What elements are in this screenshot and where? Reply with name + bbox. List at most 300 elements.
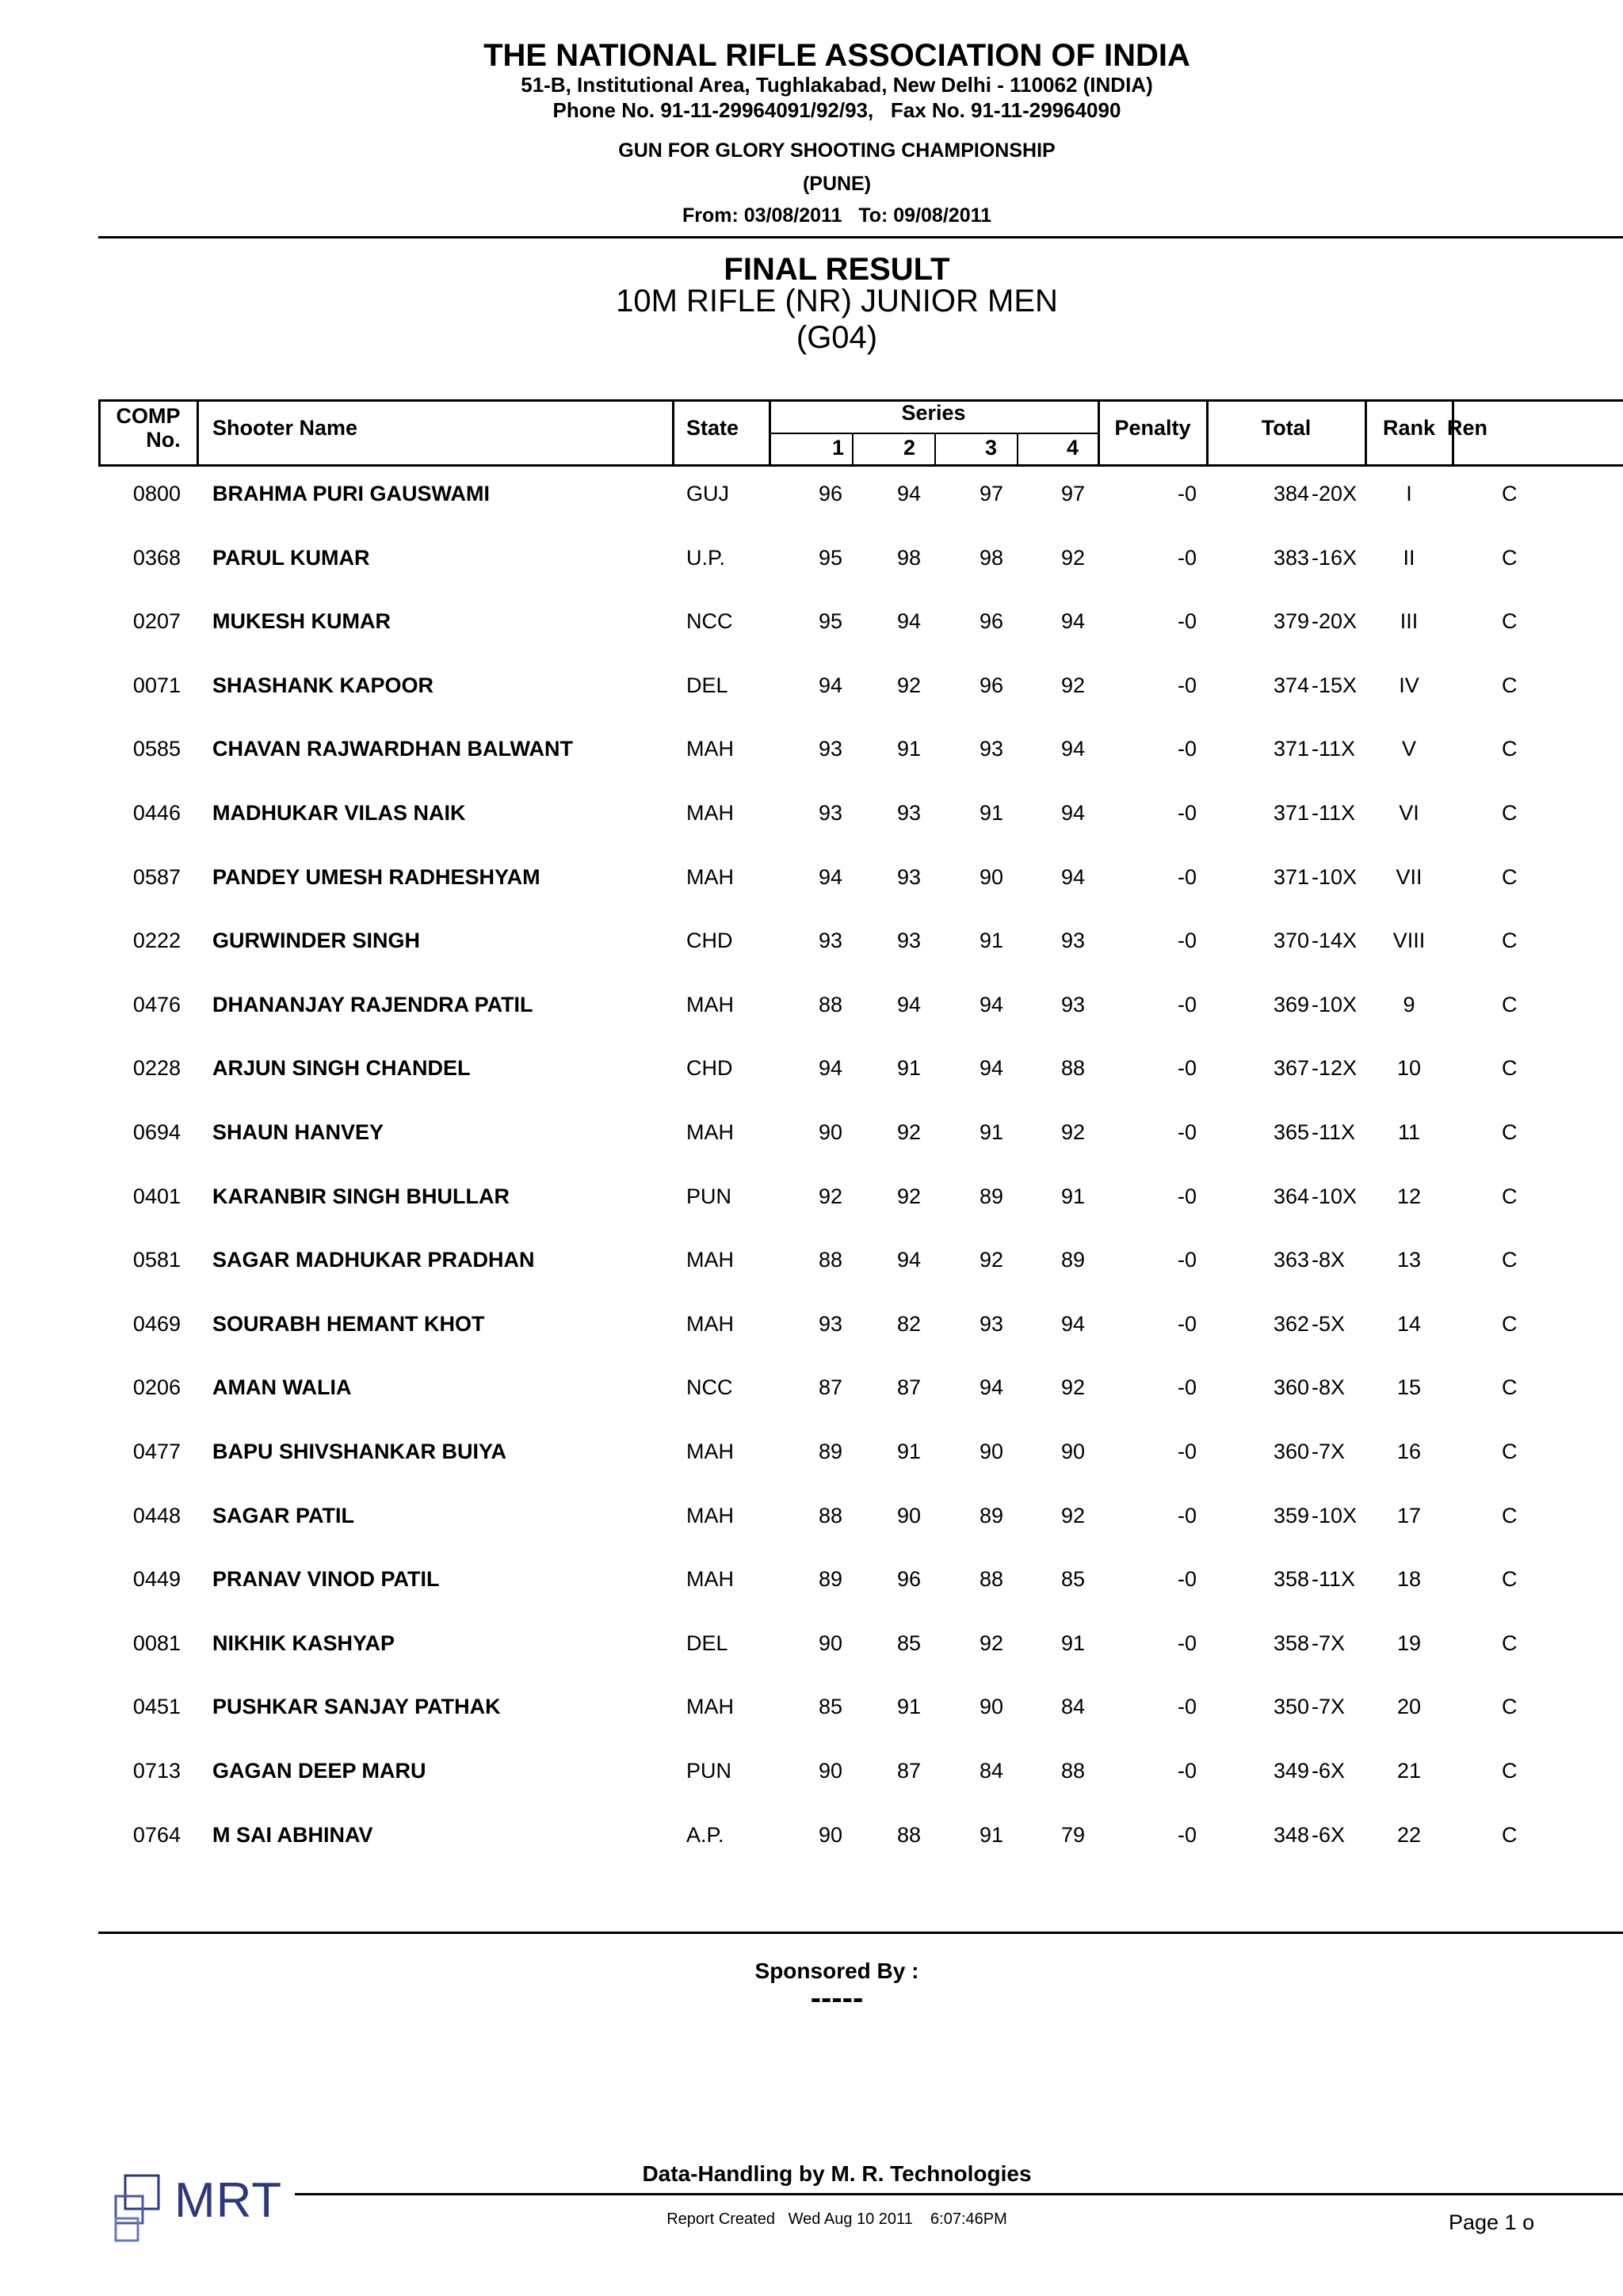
inner-tens: -10X xyxy=(1312,992,1358,1016)
org-address: 51-B, Institutional Area, Tughlakabad, New Delhi - 110062 (INDIA) xyxy=(521,73,1153,97)
comp-no: 0451 xyxy=(132,1695,181,1719)
series-divider xyxy=(934,433,936,466)
page-number: Page 1 o xyxy=(1449,2210,1535,2234)
rank: IV xyxy=(1399,673,1419,697)
total-score: 369 xyxy=(1273,992,1309,1016)
inner-tens: -6X xyxy=(1312,1822,1346,1847)
series-2-score: 93 xyxy=(896,929,922,953)
series-2-score: 87 xyxy=(896,1375,922,1400)
series-2-score: 82 xyxy=(896,1311,922,1336)
series-1-score: 89 xyxy=(818,1440,843,1463)
comp-no: 0222 xyxy=(132,929,181,953)
shooter-name: ARJUN SINGH CHANDEL xyxy=(212,1056,471,1081)
series-1-score: 93 xyxy=(818,801,843,825)
remark: C xyxy=(1502,1630,1518,1655)
series-4-score: 94 xyxy=(1060,801,1086,825)
state: MAH xyxy=(686,1311,734,1336)
rank: II xyxy=(1403,545,1415,570)
rank: 14 xyxy=(1396,1311,1422,1336)
col-divider xyxy=(672,399,674,466)
state: MAH xyxy=(686,1695,734,1719)
series-2-score: 92 xyxy=(896,1184,922,1208)
shooter-name: CHAVAN RAJWARDHAN BALWANT xyxy=(212,737,573,761)
state: MAH xyxy=(686,1248,734,1272)
series-3-score: 93 xyxy=(979,737,1004,761)
series-1-score: 88 xyxy=(818,1503,843,1527)
state: DEL xyxy=(686,673,728,697)
total-score: 367 xyxy=(1273,1056,1309,1081)
shooter-name: M SAI ABHINAV xyxy=(212,1822,373,1847)
inner-tens: -11X xyxy=(1312,801,1356,825)
state: NCC xyxy=(686,609,733,634)
shooter-name: GURWINDER SINGH xyxy=(212,929,421,953)
comp-no: 0764 xyxy=(132,1822,181,1847)
header-remarks: Ren xyxy=(1447,416,1488,440)
total-score: 365 xyxy=(1273,1120,1309,1144)
comp-no: 0587 xyxy=(132,864,181,889)
total-score: 364 xyxy=(1273,1184,1309,1208)
total-score: 358 xyxy=(1273,1630,1309,1655)
total-score: 348 xyxy=(1273,1822,1309,1847)
comp-no: 0800 xyxy=(132,482,181,505)
remark: C xyxy=(1502,545,1518,570)
series-3-score: 97 xyxy=(979,482,1004,505)
penalty: -0 xyxy=(1177,609,1197,634)
inner-tens: -7X xyxy=(1312,1630,1346,1655)
comp-no: 0401 xyxy=(132,1184,181,1208)
remark: C xyxy=(1502,864,1518,889)
series-1-score: 93 xyxy=(818,1311,843,1336)
series-2-score: 93 xyxy=(896,864,922,889)
header-divider xyxy=(98,236,1623,238)
remark: C xyxy=(1502,609,1518,634)
series-3-score: 94 xyxy=(979,1375,1004,1400)
remark: C xyxy=(1502,1822,1518,1847)
series-3-score: 90 xyxy=(979,1440,1004,1463)
series-4-score: 94 xyxy=(1060,1311,1086,1336)
comp-no: 0694 xyxy=(132,1120,181,1144)
penalty: -0 xyxy=(1177,1695,1197,1719)
comp-no: 0206 xyxy=(132,1375,181,1400)
series-3-score: 92 xyxy=(979,1630,1004,1655)
remark: C xyxy=(1502,1120,1518,1144)
shooter-name: AMAN WALIA xyxy=(212,1375,352,1400)
event-code: (G04) xyxy=(796,320,878,355)
total-score: 360 xyxy=(1273,1440,1309,1463)
penalty: -0 xyxy=(1177,673,1197,697)
state: CHD xyxy=(686,929,733,953)
table-header-bottom-border xyxy=(98,464,1623,467)
series-3-score: 96 xyxy=(979,673,1004,697)
series-3-score: 91 xyxy=(979,1120,1004,1144)
penalty: -0 xyxy=(1177,1248,1197,1272)
event-name: 10M RIFLE (NR) JUNIOR MEN xyxy=(616,284,1058,318)
state: PUN xyxy=(686,1184,732,1208)
shooter-name: NIKHIK KASHYAP xyxy=(212,1630,395,1655)
penalty: -0 xyxy=(1177,482,1197,505)
report-created: Report Created Wed Aug 10 2011 6:07:46PM xyxy=(666,2210,1007,2228)
shooter-name: BRAHMA PURI GAUSWAMI xyxy=(212,482,490,505)
inner-tens: -11X xyxy=(1312,737,1356,761)
series-3-score: 90 xyxy=(979,1695,1004,1719)
series-2-score: 98 xyxy=(896,545,922,570)
series-4-score: 93 xyxy=(1060,992,1086,1016)
series-3-score: 98 xyxy=(979,545,1004,570)
shooter-name: PUSHKAR SANJAY PATHAK xyxy=(212,1695,501,1719)
state: A.P. xyxy=(686,1822,724,1847)
inner-tens: -20X xyxy=(1312,609,1358,634)
series-1-score: 95 xyxy=(818,609,843,634)
inner-tens: -8X xyxy=(1312,1248,1346,1272)
header-rank: Rank xyxy=(1382,416,1436,440)
shooter-name: SHAUN HANVEY xyxy=(212,1120,384,1144)
inner-tens: -20X xyxy=(1312,482,1358,505)
state: MAH xyxy=(686,1503,734,1527)
shooter-name: KARANBIR SINGH BHULLAR xyxy=(212,1184,510,1208)
mrt-logo-text: MRT xyxy=(174,2173,283,2228)
state: MAH xyxy=(686,992,734,1016)
remark: C xyxy=(1502,1440,1518,1463)
series-1-score: 94 xyxy=(818,1056,843,1081)
penalty: -0 xyxy=(1177,545,1197,570)
series-1-score: 85 xyxy=(818,1695,843,1719)
remark: C xyxy=(1502,1248,1518,1272)
inner-tens: -11X xyxy=(1312,1567,1356,1592)
series-2-score: 87 xyxy=(896,1759,922,1783)
series-4-score: 88 xyxy=(1060,1056,1086,1081)
series-1-score: 94 xyxy=(818,673,843,697)
header-series-2: 2 xyxy=(903,436,916,460)
penalty: -0 xyxy=(1177,737,1197,761)
state: PUN xyxy=(686,1759,732,1783)
series-2-score: 85 xyxy=(896,1630,922,1655)
series-4-score: 92 xyxy=(1060,1120,1086,1144)
state: NCC xyxy=(686,1375,733,1400)
series-3-score: 92 xyxy=(979,1248,1004,1272)
series-1-score: 94 xyxy=(818,864,843,889)
remark: C xyxy=(1502,801,1518,825)
header-series: Series xyxy=(901,401,966,425)
shooter-name: PARUL KUMAR xyxy=(212,545,370,570)
state: MAH xyxy=(686,1567,734,1592)
remark: C xyxy=(1502,1759,1518,1783)
rank: 18 xyxy=(1396,1567,1422,1592)
remark: C xyxy=(1502,1567,1518,1592)
series-1-score: 95 xyxy=(818,545,843,570)
remark: C xyxy=(1502,1503,1518,1527)
comp-no: 0207 xyxy=(132,609,181,634)
header-series-1: 1 xyxy=(831,436,845,460)
state: DEL xyxy=(686,1630,728,1655)
series-2-score: 94 xyxy=(896,609,922,634)
series-1-score: 87 xyxy=(818,1375,843,1400)
series-4-score: 84 xyxy=(1060,1695,1086,1719)
series-1-score: 92 xyxy=(818,1184,843,1208)
header-no: No. xyxy=(146,428,181,452)
remark: C xyxy=(1502,673,1518,697)
inner-tens: -10X xyxy=(1312,1184,1358,1208)
state: MAH xyxy=(686,737,734,761)
inner-tens: -10X xyxy=(1312,1503,1358,1527)
comp-no: 0368 xyxy=(132,545,181,570)
series-4-score: 91 xyxy=(1060,1630,1086,1655)
header-shooter-name: Shooter Name xyxy=(212,416,358,440)
championship-venue: (PUNE) xyxy=(802,173,872,195)
inner-tens: -15X xyxy=(1312,673,1358,697)
series-1-score: 93 xyxy=(818,737,843,761)
inner-tens: -6X xyxy=(1312,1759,1346,1783)
championship-name: GUN FOR GLORY SHOOTING CHAMPIONSHIP xyxy=(618,139,1056,162)
inner-tens: -10X xyxy=(1312,864,1358,889)
series-3-score: 94 xyxy=(979,1056,1004,1081)
series-2-score: 91 xyxy=(896,1695,922,1719)
total-score: 363 xyxy=(1273,1248,1309,1272)
total-score: 349 xyxy=(1273,1759,1309,1783)
state: GUJ xyxy=(686,482,729,505)
series-4-score: 92 xyxy=(1060,545,1086,570)
series-4-score: 93 xyxy=(1060,929,1086,953)
comp-no: 0585 xyxy=(132,737,181,761)
state: MAH xyxy=(686,1440,734,1463)
rank: 9 xyxy=(1403,992,1415,1016)
inner-tens: -5X xyxy=(1312,1311,1346,1336)
total-score: 362 xyxy=(1273,1311,1309,1336)
series-2-score: 94 xyxy=(896,992,922,1016)
penalty: -0 xyxy=(1177,1120,1197,1144)
header-state: State xyxy=(686,416,739,440)
series-2-score: 93 xyxy=(896,801,922,825)
series-3-score: 93 xyxy=(979,1311,1004,1336)
result-title: FINAL RESULT xyxy=(724,252,950,287)
penalty: -0 xyxy=(1177,1759,1197,1783)
penalty: -0 xyxy=(1177,1567,1197,1592)
series-3-score: 96 xyxy=(979,609,1004,634)
series-2-score: 96 xyxy=(896,1567,922,1592)
rank: 22 xyxy=(1396,1822,1422,1847)
penalty: -0 xyxy=(1177,929,1197,953)
rank: 13 xyxy=(1396,1248,1422,1272)
comp-no: 0071 xyxy=(132,673,181,697)
org-phone-fax: Phone No. 91-11-29964091/92/93, Fax No. 91-11-29964090 xyxy=(552,98,1121,122)
total-score: 371 xyxy=(1273,801,1309,825)
series-4-score: 94 xyxy=(1060,737,1086,761)
shooter-name: SHASHANK KAPOOR xyxy=(212,673,434,697)
penalty: -0 xyxy=(1177,1822,1197,1847)
series-3-score: 94 xyxy=(979,992,1004,1016)
series-2-score: 92 xyxy=(896,1120,922,1144)
series-4-score: 94 xyxy=(1060,609,1086,634)
rank: III xyxy=(1400,609,1419,634)
header-total: Total xyxy=(1261,416,1312,440)
inner-tens: -8X xyxy=(1312,1375,1346,1400)
series-1-score: 93 xyxy=(818,929,843,953)
series-1-score: 88 xyxy=(818,1248,843,1272)
sponsor-label: Sponsored By : xyxy=(754,1958,919,1983)
state: CHD xyxy=(686,1056,733,1081)
series-1-score: 90 xyxy=(818,1759,843,1783)
series-1-score: 96 xyxy=(818,482,843,505)
total-score: 384 xyxy=(1273,482,1309,505)
remark: C xyxy=(1502,1695,1518,1719)
remark: C xyxy=(1502,992,1518,1016)
state: MAH xyxy=(686,801,734,825)
comp-no: 0081 xyxy=(132,1630,181,1655)
series-3-score: 88 xyxy=(979,1567,1004,1592)
footer-bottom-line xyxy=(295,2193,1623,2195)
series-4-score: 92 xyxy=(1060,673,1086,697)
header-penalty: Penalty xyxy=(1114,416,1191,440)
total-score: 371 xyxy=(1273,864,1309,889)
series-2-score: 88 xyxy=(896,1822,922,1847)
header-comp: COMP xyxy=(116,404,181,428)
series-4-score: 89 xyxy=(1060,1248,1086,1272)
series-4-score: 85 xyxy=(1060,1567,1086,1592)
remark: C xyxy=(1502,1184,1518,1208)
sponsor-value: ----- xyxy=(810,1981,864,2016)
penalty: -0 xyxy=(1177,1184,1197,1208)
remark: C xyxy=(1502,1311,1518,1336)
shooter-name: SAGAR PATIL xyxy=(212,1503,354,1527)
penalty: -0 xyxy=(1177,801,1197,825)
rank: VI xyxy=(1399,801,1419,825)
inner-tens: -12X xyxy=(1312,1056,1358,1081)
series-2-score: 92 xyxy=(896,673,922,697)
total-score: 358 xyxy=(1273,1567,1309,1592)
shooter-name: PANDEY UMESH RADHESHYAM xyxy=(212,864,540,889)
footer-divider xyxy=(98,1932,1623,1934)
penalty: -0 xyxy=(1177,1311,1197,1336)
series-3-score: 91 xyxy=(979,1822,1004,1847)
series-1-score: 90 xyxy=(818,1120,843,1144)
series-1-score: 90 xyxy=(818,1822,843,1847)
penalty: -0 xyxy=(1177,1503,1197,1527)
state: U.P. xyxy=(686,545,726,570)
shooter-name: MUKESH KUMAR xyxy=(212,609,391,634)
penalty: -0 xyxy=(1177,1056,1197,1081)
rank: 19 xyxy=(1396,1630,1422,1655)
inner-tens: -7X xyxy=(1312,1440,1346,1463)
remark: C xyxy=(1502,482,1518,505)
shooter-name: DHANANJAY RAJENDRA PATIL xyxy=(212,992,533,1016)
comp-no: 0449 xyxy=(132,1567,181,1592)
series-4-score: 92 xyxy=(1060,1375,1086,1400)
header-series-3: 3 xyxy=(984,436,998,460)
total-score: 359 xyxy=(1273,1503,1309,1527)
total-score: 360 xyxy=(1273,1375,1309,1400)
header-series-4: 4 xyxy=(1066,436,1079,460)
rank: VIII xyxy=(1392,929,1426,953)
rank: 11 xyxy=(1397,1120,1421,1144)
mrt-logo xyxy=(111,2172,283,2244)
comp-no: 0713 xyxy=(132,1759,181,1783)
data-handling-credit: Data-Handling by M. R. Technologies xyxy=(642,2161,1032,2186)
series-1-score: 90 xyxy=(818,1630,843,1655)
rank: 15 xyxy=(1396,1375,1422,1400)
rank: 10 xyxy=(1396,1056,1422,1081)
total-score: 383 xyxy=(1273,545,1309,570)
series-4-score: 88 xyxy=(1060,1759,1086,1783)
penalty: -0 xyxy=(1177,1440,1197,1463)
remark: C xyxy=(1502,1056,1518,1081)
series-divider xyxy=(852,433,854,466)
rank: 17 xyxy=(1396,1503,1422,1527)
series-3-score: 90 xyxy=(979,864,1004,889)
series-1-score: 89 xyxy=(818,1567,843,1592)
rank: VII xyxy=(1396,864,1423,889)
comp-no: 0446 xyxy=(132,801,181,825)
inner-tens: -16X xyxy=(1312,545,1358,570)
comp-no: 0581 xyxy=(132,1248,181,1272)
series-1-score: 88 xyxy=(818,992,843,1016)
series-2-score: 91 xyxy=(896,1056,922,1081)
shooter-name: SAGAR MADHUKAR PRADHAN xyxy=(212,1248,535,1272)
comp-no: 0469 xyxy=(132,1311,181,1336)
inner-tens: -7X xyxy=(1312,1695,1346,1719)
shooter-name: GAGAN DEEP MARU xyxy=(212,1759,426,1783)
championship-dates: From: 03/08/2011 To: 09/08/2011 xyxy=(682,204,992,227)
rank: 20 xyxy=(1396,1695,1422,1719)
rank: 16 xyxy=(1396,1440,1422,1463)
shooter-name: PRANAV VINOD PATIL xyxy=(212,1567,440,1592)
remark: C xyxy=(1502,1375,1518,1400)
series-2-score: 91 xyxy=(896,1440,922,1463)
mrt-logo-mark xyxy=(111,2172,174,2244)
inner-tens: -14X xyxy=(1312,929,1358,953)
penalty: -0 xyxy=(1177,864,1197,889)
series-3-score: 84 xyxy=(979,1759,1004,1783)
series-3-score: 91 xyxy=(979,929,1004,953)
shooter-name: BAPU SHIVSHANKAR BUIYA xyxy=(212,1440,507,1463)
total-score: 350 xyxy=(1273,1695,1309,1719)
series-2-score: 94 xyxy=(896,1248,922,1272)
shooter-name: SOURABH HEMANT KHOT xyxy=(212,1311,485,1336)
series-4-score: 90 xyxy=(1060,1440,1086,1463)
series-4-score: 94 xyxy=(1060,864,1086,889)
comp-no: 0448 xyxy=(132,1503,181,1527)
series-4-score: 91 xyxy=(1060,1184,1086,1208)
series-3-score: 89 xyxy=(979,1184,1004,1208)
rank: 21 xyxy=(1396,1759,1422,1783)
inner-tens: -11X xyxy=(1312,1120,1356,1144)
comp-no: 0476 xyxy=(132,992,181,1016)
series-4-score: 97 xyxy=(1060,482,1086,505)
shooter-name: MADHUKAR VILAS NAIK xyxy=(212,801,466,825)
series-4-score: 79 xyxy=(1060,1822,1086,1847)
rank: 12 xyxy=(1396,1184,1422,1208)
total-score: 374 xyxy=(1273,673,1309,697)
rank: I xyxy=(1406,482,1412,505)
total-score: 370 xyxy=(1273,929,1309,953)
total-score: 379 xyxy=(1273,609,1309,634)
penalty: -0 xyxy=(1177,1630,1197,1655)
comp-no: 0228 xyxy=(132,1056,181,1081)
state: MAH xyxy=(686,1120,734,1144)
org-title: THE NATIONAL RIFLE ASSOCIATION OF INDIA xyxy=(483,38,1190,73)
total-score: 371 xyxy=(1273,737,1309,761)
series-3-score: 91 xyxy=(979,801,1004,825)
rank: V xyxy=(1401,737,1416,761)
series-2-score: 91 xyxy=(896,737,922,761)
comp-no: 0477 xyxy=(132,1440,181,1463)
series-2-score: 90 xyxy=(896,1503,922,1527)
remark: C xyxy=(1502,929,1518,953)
state: MAH xyxy=(686,864,734,889)
penalty: -0 xyxy=(1177,1375,1197,1400)
series-2-score: 94 xyxy=(896,482,922,505)
penalty: -0 xyxy=(1177,992,1197,1016)
remark: C xyxy=(1502,737,1518,761)
series-subheader-line xyxy=(769,433,1098,434)
